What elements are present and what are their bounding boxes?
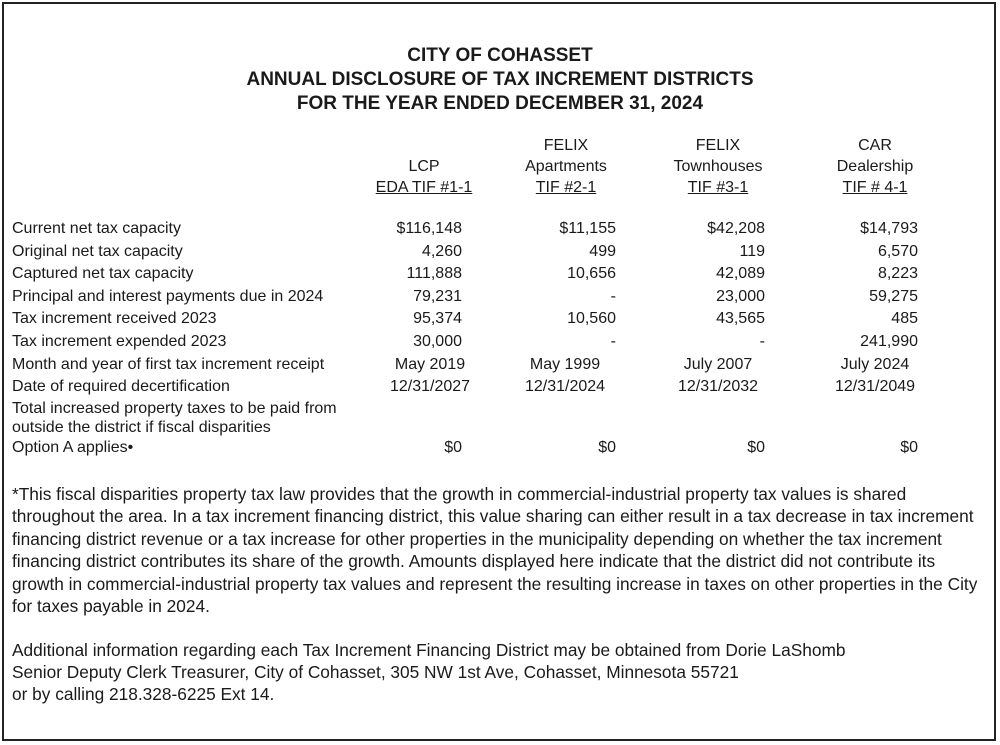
table-cell: 12/31/2027 bbox=[389, 378, 471, 396]
row-label: Original net tax capacity bbox=[12, 242, 183, 260]
table-cell: - bbox=[759, 333, 765, 350]
table-cell: - bbox=[610, 333, 616, 350]
table-cell: May 2019 bbox=[394, 355, 466, 373]
column-header-line3: TIF #3-1 bbox=[687, 179, 749, 196]
column-header-line1: FELIX bbox=[695, 137, 741, 154]
table-cell: 241,990 bbox=[860, 333, 918, 350]
table-cell: $14,793 bbox=[860, 220, 918, 237]
row-label: Date of required decertification bbox=[12, 378, 230, 396]
column-header-line3: TIF #2-1 bbox=[535, 179, 597, 196]
table-cell: 8,223 bbox=[877, 265, 918, 283]
table-cell: 12/31/2032 bbox=[677, 378, 759, 396]
table-cell: $0 bbox=[747, 439, 765, 456]
column-header-line2: Townhouses bbox=[673, 158, 763, 175]
column-header-line3: EDA TIF #1-1 bbox=[375, 179, 473, 196]
table-cell: $42,208 bbox=[707, 220, 765, 237]
table-cell: 12/31/2024 bbox=[524, 378, 606, 396]
table-cell: - bbox=[610, 287, 616, 305]
table-cell: 42,089 bbox=[716, 265, 765, 283]
contact-line2: Senior Deputy Clerk Treasurer, City of Cohasset, 305 NW 1st Ave, Cohasset, Minnesota 55721 bbox=[12, 662, 739, 682]
column-header-felix-townhouses bbox=[638, 135, 798, 198]
row-label: Tax increment expended 2023 bbox=[12, 333, 227, 350]
table-cell: $11,155 bbox=[559, 220, 616, 237]
table-cell: $0 bbox=[444, 439, 462, 456]
table-cell: 12/31/2049 bbox=[834, 378, 916, 396]
row-label: Current net tax capacity bbox=[12, 220, 181, 237]
table-cell: 10,656 bbox=[567, 265, 616, 283]
document-title-disclosure: ANNUAL DISCLOSURE OF TAX INCREMENT DISTRICTS bbox=[246, 69, 754, 90]
column-header-line1 bbox=[344, 135, 504, 156]
column-header-line2: LCP bbox=[408, 158, 440, 175]
document-title-year: FOR THE YEAR ENDED DECEMBER 31, 2024 bbox=[296, 93, 704, 114]
footnote-paragraph: *This fiscal disparities property tax law provides that the growth in commercial-industrial property tax values is shared throughout the area. In a tax increment financing district, this value sharing can either result in a tax decrease in tax increment financing district revenue or a tax increase for other properties in the municipality depending on whether the tax increment financing district contributes its share of the growth. Amounts displayed here indicate that the district did not contribute its growth in commercial-industrial property tax values and represent the resulting increase in taxes on other properties in the City for taxes payable in 2024. bbox=[12, 484, 978, 617]
table-cell: 95,374 bbox=[413, 310, 462, 328]
column-header-line2: Dealership bbox=[836, 158, 914, 175]
table-cell: 10,560 bbox=[567, 310, 616, 328]
contact-line3: or by calling 218.328-6225 Ext 14. bbox=[12, 684, 275, 704]
document-title-city: CITY OF COHASSET bbox=[407, 45, 593, 66]
column-header-line2: Apartments bbox=[525, 158, 607, 175]
table-cell: May 1999 bbox=[529, 355, 601, 373]
table-cell: $116,148 bbox=[396, 220, 462, 237]
table-cell: 6,570 bbox=[877, 242, 918, 260]
column-header-line1: FELIX bbox=[543, 137, 589, 154]
row-label: Captured net tax capacity bbox=[12, 265, 194, 283]
row-label-total-increased-line1: Total increased property taxes to be paid from bbox=[12, 400, 337, 417]
table-cell: 43,565 bbox=[716, 310, 765, 328]
column-header-car-dealership bbox=[795, 135, 955, 198]
table-cell: 485 bbox=[891, 310, 918, 328]
table-cell: July 2007 bbox=[683, 355, 753, 373]
table-cell: July 2024 bbox=[840, 355, 910, 373]
column-header-line1: CAR bbox=[858, 137, 892, 154]
row-label: Tax increment received 2023 bbox=[12, 310, 217, 328]
table-cell: 111,888 bbox=[406, 265, 462, 283]
row-label: Month and year of first tax increment receipt bbox=[12, 355, 325, 373]
table-cell: 59,275 bbox=[869, 287, 918, 305]
table-cell: $0 bbox=[598, 439, 616, 456]
column-header-felix-apartments bbox=[486, 135, 646, 198]
table-cell: 119 bbox=[739, 242, 765, 260]
table-cell: 23,000 bbox=[716, 287, 765, 305]
column-header-line3: TIF # 4-1 bbox=[842, 179, 908, 196]
row-label-total-increased-line2: outside the district if fiscal disparities bbox=[12, 419, 271, 436]
row-label-total-increased-line3: Option A applies• bbox=[12, 439, 134, 456]
table-cell: 4,260 bbox=[421, 242, 462, 260]
table-cell: 499 bbox=[589, 242, 616, 260]
table-cell: 30,000 bbox=[413, 333, 462, 350]
row-label: Principal and interest payments due in 2024 bbox=[12, 287, 324, 305]
column-header-lcp bbox=[344, 135, 504, 198]
table-cell: 79,231 bbox=[413, 287, 462, 305]
contact-line1: Additional information regarding each Tax Increment Financing District may be obtained from Dorie LaShomb bbox=[12, 640, 846, 660]
table-cell: $0 bbox=[900, 439, 918, 456]
